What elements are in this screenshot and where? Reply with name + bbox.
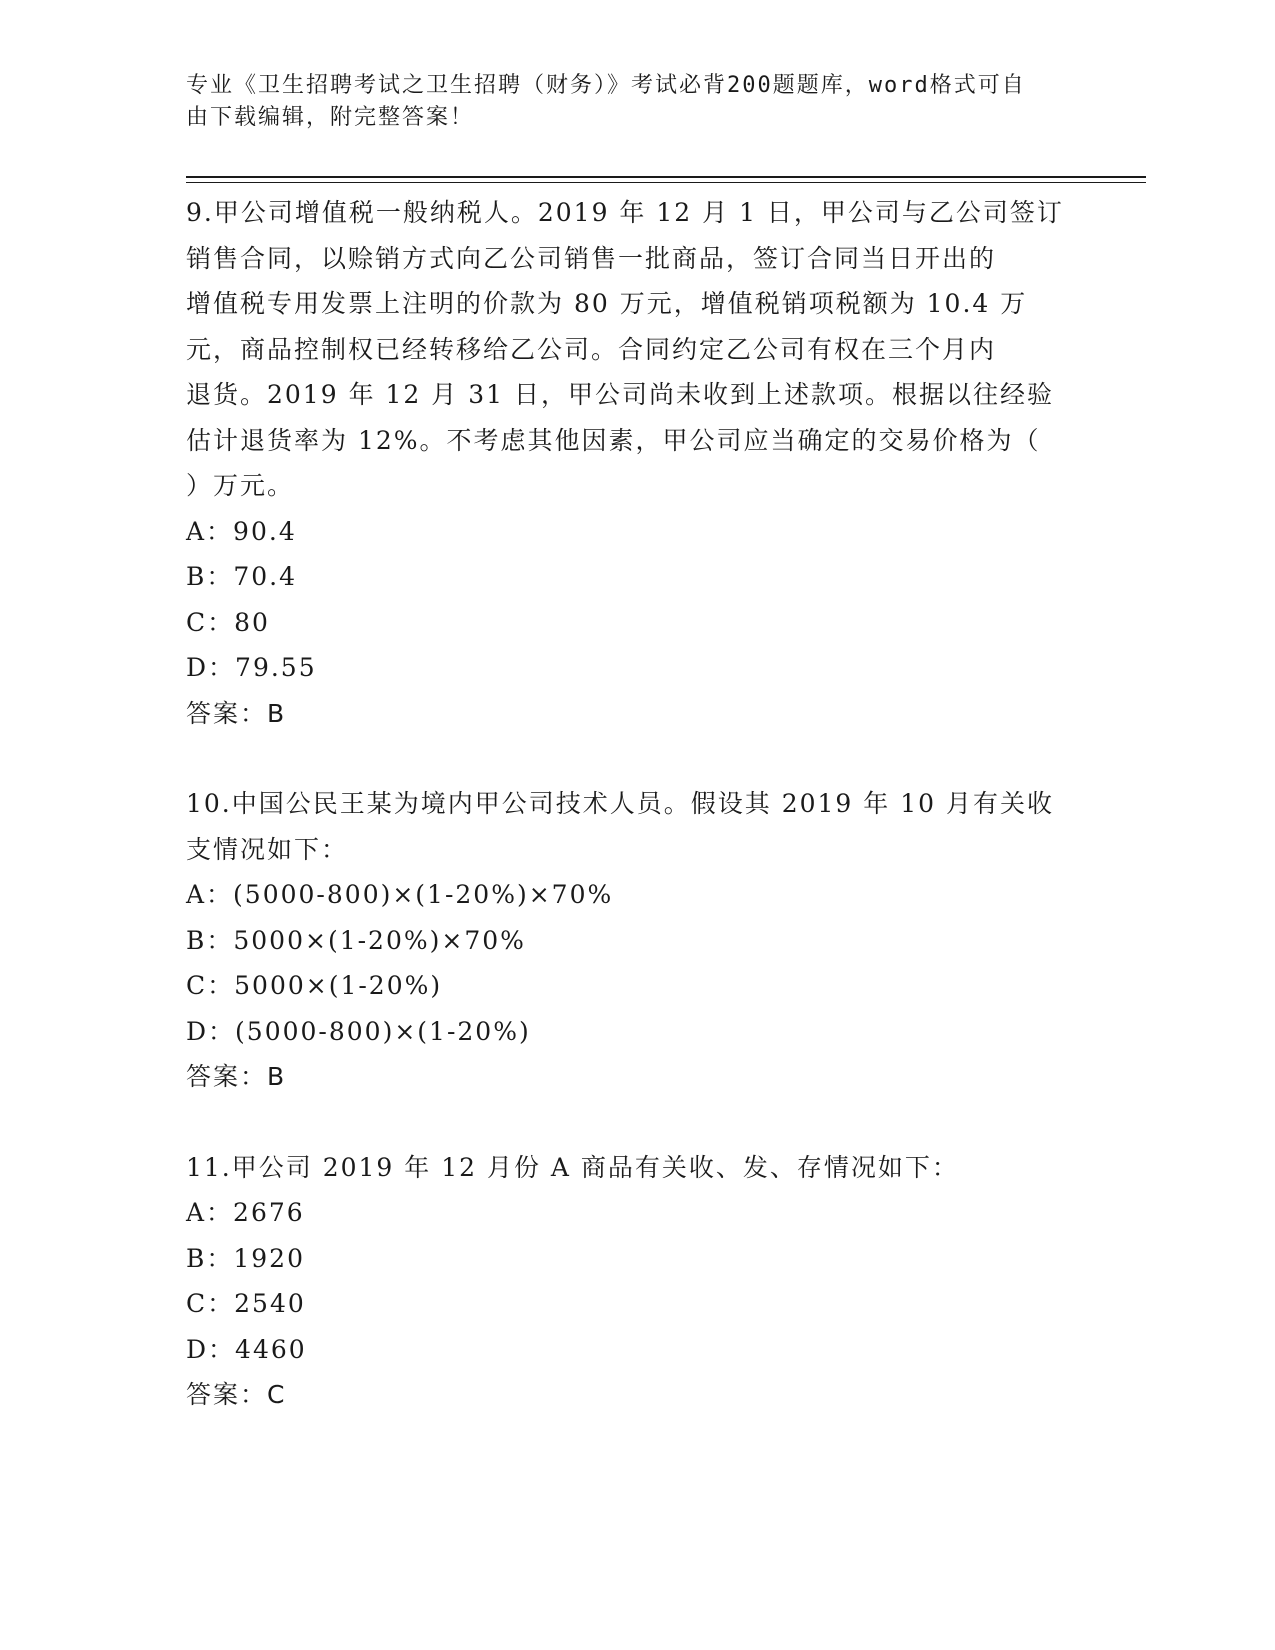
question-stem <box>186 1145 1086 1191</box>
stem-line: 估计退货率为 12%。不考虑其他因素，甲公司应当确定的交易价格为（ <box>186 425 1041 455</box>
question-9 <box>186 190 1086 736</box>
header-line-2: 由下载编辑，附完整答案！ <box>186 105 475 130</box>
question-11 <box>186 1145 1086 1418</box>
option-b: B：1920 <box>186 1243 305 1273</box>
answer: 答案：C <box>186 1380 287 1409</box>
option-d: D：4460 <box>186 1334 307 1364</box>
option-b: B：5000×(1-20%)×70% <box>186 925 526 955</box>
option-a: A：90.4 <box>186 516 297 546</box>
stem-line: 支情况如下： <box>186 834 349 864</box>
option-d: D：(5000-800)×(1-20%) <box>186 1016 531 1046</box>
stem-line: 退货。2019 年 12 月 31 日，甲公司尚未收到上述款项。根据以往经验 <box>186 380 1054 409</box>
option-c: C：80 <box>186 607 270 637</box>
document-header <box>186 70 1066 134</box>
stem-line: 10.中国公民王某为境内甲公司技术人员。假设其 2019 年 10 月有关收 <box>186 789 1054 818</box>
stem-line: 增值税专用发票上注明的价款为 80 万元，增值税销项税额为 10.4 万 <box>186 289 1028 318</box>
stem-line: 11.甲公司 2019 年 12 月份 A 商品有关收、发、存情况如下： <box>186 1152 959 1182</box>
stem-line: 9.甲公司增值税一般纳税人。2019 年 12 月 1 日，甲公司与乙公司签订 <box>186 198 1064 227</box>
option-a: A：2676 <box>186 1198 305 1227</box>
stem-line: 元，商品控制权已经转移给乙公司。合同约定乙公司有权在三个月内 <box>186 334 997 364</box>
header-line-1: 专业《卫生招聘考试之卫生招聘（财务）》考试必背200题题库，word格式可自 <box>186 73 1026 98</box>
option-b: B：70.4 <box>186 562 298 591</box>
question-stem <box>186 190 1086 509</box>
option-c: C：2540 <box>186 1289 306 1318</box>
option-d: D：79.55 <box>186 653 317 682</box>
stem-line: ）万元。 <box>186 471 295 500</box>
question-10 <box>186 781 1086 1100</box>
option-a: A：(5000-800)×(1-20%)×70% <box>186 880 614 909</box>
header-divider-thin <box>186 182 1146 183</box>
answer: 答案：B <box>186 1062 287 1091</box>
option-c: C：5000×(1-20%) <box>186 971 443 1000</box>
answer: 答案：B <box>186 698 287 728</box>
stem-line: 销售合同，以赊销方式向乙公司销售一批商品，签订合同当日开出的 <box>186 243 997 273</box>
questions-list <box>186 190 1086 1463</box>
header-divider-thick <box>186 176 1146 178</box>
question-stem <box>186 781 1086 872</box>
